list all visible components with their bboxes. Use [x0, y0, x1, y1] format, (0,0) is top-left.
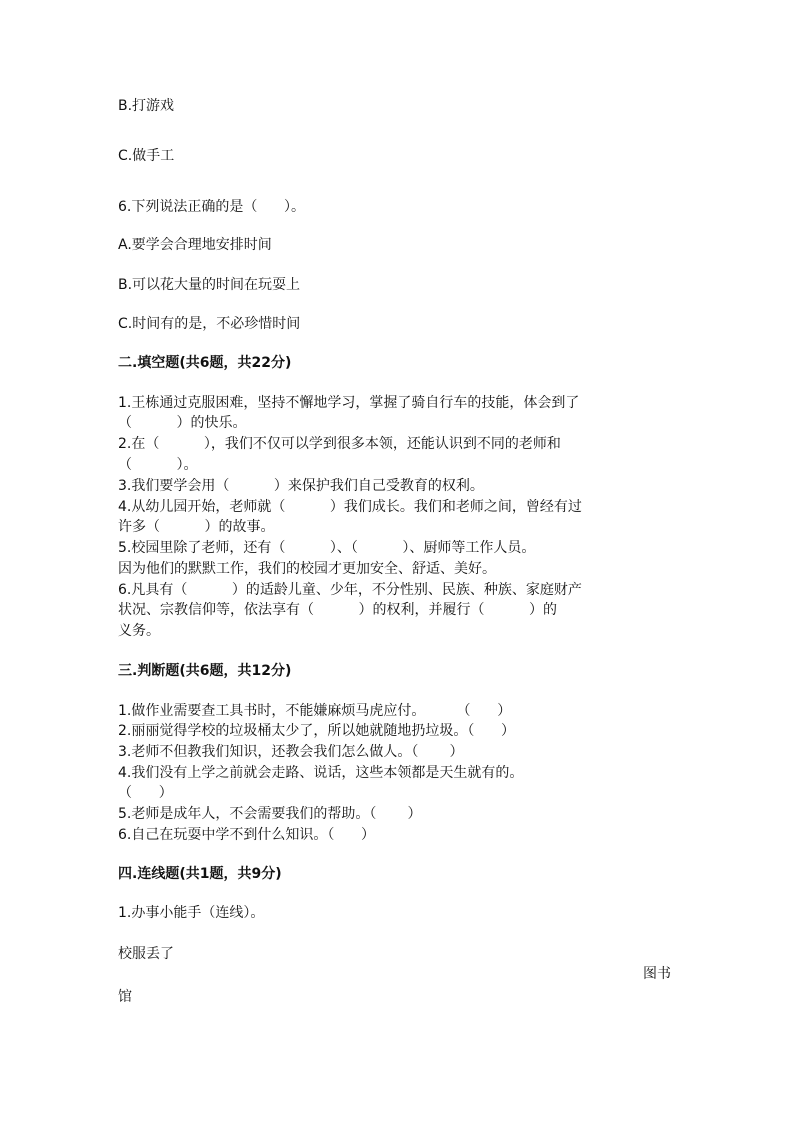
match-right-item-continued: 馆	[118, 989, 132, 1005]
fill-line: 3.我们要学会用（ ）来保护我们自己受教育的权利。	[118, 478, 484, 494]
match-left-item: 校服丢了	[118, 946, 174, 962]
option-a: A.要学会合理地安排时间	[118, 237, 272, 253]
fill-line: 2.在（ ），我们不仅可以学到很多本领，还能认识到不同的老师和	[118, 436, 561, 452]
option-c: C.时间有的是，不必珍惜时间	[118, 316, 301, 332]
judge-line: 4.我们没有上学之前就会走路、说话，这些本领都是天生就有的。	[118, 765, 524, 781]
section-heading-match: 四.连线题(共1题，共9分)	[118, 866, 282, 882]
option-b: B.可以花大量的时间在玩耍上	[118, 277, 301, 293]
fill-line: 5.校园里除了老师，还有（ ）、（ ）、厨师等工作人员。	[118, 540, 536, 556]
fill-line: 许多（ ）的故事。	[118, 519, 275, 535]
fill-line: 1.王栋通过克服困难，坚持不懈地学习，掌握了骑自行车的技能，体会到了	[118, 395, 580, 411]
fill-line: 因为他们的默默工作，我们的校园才更加安全、舒适、美好。	[118, 561, 496, 577]
judge-line: 1.做作业需要查工具书时，不能嫌麻烦马虎应付。 （ ）	[118, 703, 512, 719]
match-right-item: 图书	[643, 966, 671, 982]
question-6-stem: 6.下列说法正确的是（ ）。	[118, 199, 306, 215]
option-c: C.做手工	[118, 148, 175, 164]
judge-line: （ ）	[118, 785, 173, 801]
section-heading-fill: 二.填空题(共6题，共22分)	[118, 355, 292, 371]
fill-line: 4.从幼儿园开始，老师就（ ）我们成长。我们和老师之间，曾经有过	[118, 499, 582, 515]
fill-line: 状况、宗教信仰等，依法享有（ ）的权利，并履行（ ）的	[118, 602, 558, 618]
fill-line: 义务。	[118, 623, 160, 639]
judge-line: 5.老师是成年人，不会需要我们的帮助。（ ）	[118, 806, 422, 822]
judge-line: 6.自己在玩耍中学不到什么知识。（ ）	[118, 827, 376, 843]
judge-line: 3.老师不但教我们知识，还教会我们怎么做人。（ ）	[118, 744, 464, 760]
match-question-stem: 1.办事小能手（连线）。	[118, 905, 265, 921]
section-heading-judge: 三.判断题(共6题，共12分)	[118, 663, 292, 679]
fill-line: （ ）。	[118, 457, 198, 473]
fill-line: 6.凡具有（ ）的适龄儿童、少年，不分性别、民族、种族、家庭财产	[118, 582, 582, 598]
option-b: B.打游戏	[118, 98, 175, 114]
fill-line: （ ）的快乐。	[118, 415, 247, 431]
judge-line: 2.丽丽觉得学校的垃圾桶太少了，所以她就随地扔垃圾。（ ）	[118, 723, 516, 739]
